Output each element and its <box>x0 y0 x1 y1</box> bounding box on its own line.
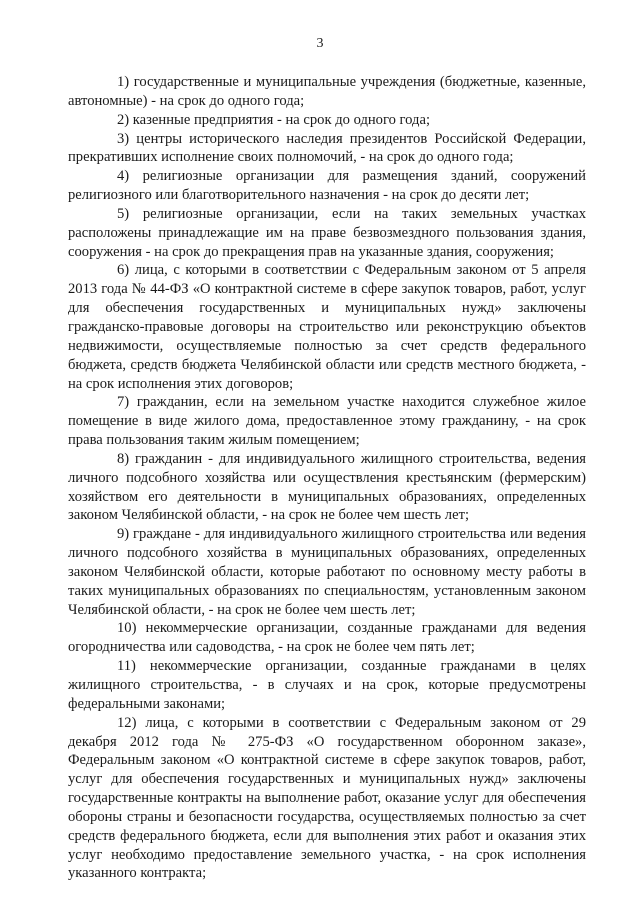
body-text <box>68 73 586 883</box>
paragraph-item-11: 11) некоммерческие организации, созданные гражданами в целях жилищного строительства, - в случаях и на срок, которые предусмотрены федеральными законами; <box>68 658 586 712</box>
paragraph-item-7: 7) гражданин, если на земельном участке находится служебное жилое помещение в виде жилого дома, предоставленное этому гражданину, - на срок права пользования таким жилым помещением; <box>68 394 586 449</box>
paragraph-item-2: 2) казенные предприятия - на срок до одного года; <box>117 111 430 128</box>
paragraph-item-10: 10) некоммерческие организации, созданные гражданами для ведения огородничества или садоводства, - на срок не более чем пять лет; <box>68 620 586 656</box>
paragraph-item-8: 8) гражданин - для индивидуального жилищного строительства, ведения личного подсобного хозяйства или осуществления крестьянским (фермерским) хозяйством его деятельности в муниципальных образованиях, определенных законом Челябинской области, - на срок не более чем шесть лет; <box>68 450 586 524</box>
paragraph-item-5: 5) религиозные организации, если на таких земельных участках расположены принадлежащие им на праве безвозмездного пользования здания, сооружения - на срок до прекращения прав на указанные здания, сооружения; <box>68 205 586 260</box>
paragraph-item-12: 12) лица, с которыми в соответствии с Федеральным законом от 29 декабря 2012 года № 275-ФЗ «О государственном оборонном заказе», Федеральным законом «О контрактной системе в сфере закупок товаров, работ, услуг для обеспечения государственных и муниципальных нужд» заключены государственные контракты на выполнение работ, оказание услуг для обеспечения обороны страны и безопасности государства, осуществляемых полностью за счет средств федерального бюджета, если для выполнения этих работ и оказания этих услуг необходимо предоставление земельного участка, - на срок исполнения указанного контракта; <box>68 714 586 882</box>
page-number: 3 <box>316 36 324 51</box>
paragraph-item-4: 4) религиозные организации для размещения зданий, сооружений религиозного или благотворительного назначения - на срок до десяти лет; <box>68 168 586 204</box>
paragraph-item-3: 3) центры исторического наследия президентов Российской Федерации, прекративших исполнение своих полномочий, - на срок до одного года; <box>68 130 586 166</box>
paragraph-item-9: 9) граждане - для индивидуального жилищного строительства или ведения личного подсобного хозяйства в муниципальных образованиях, определенных законом Челябинской области, которые работают по основному месту работы в таких муниципальных образованиях по специальностям, установленным законом Челябинской области, - на срок не более чем шесть лет; <box>68 526 586 618</box>
paragraph-item-1: 1) государственные и муниципальные учреждения (бюджетные, казенные, автономные) - на срок до одного года; <box>68 74 586 109</box>
paragraph-item-6: 6) лица, с которыми в соответствии с Федеральным законом от 5 апреля 2013 года № 44-ФЗ «О контрактной системе в сфере закупок товаров, работ, услуг для обеспечения государственных и муниципальных нужд» заключены гражданско-правовые договоры на строительство или реконструкцию объектов недвижимости, осуществляемые полностью за счет средств федерального бюджета, средств бюджета Челябинской области или средств местного бюджета, - на срок исполнения этих договоров; <box>68 262 586 392</box>
